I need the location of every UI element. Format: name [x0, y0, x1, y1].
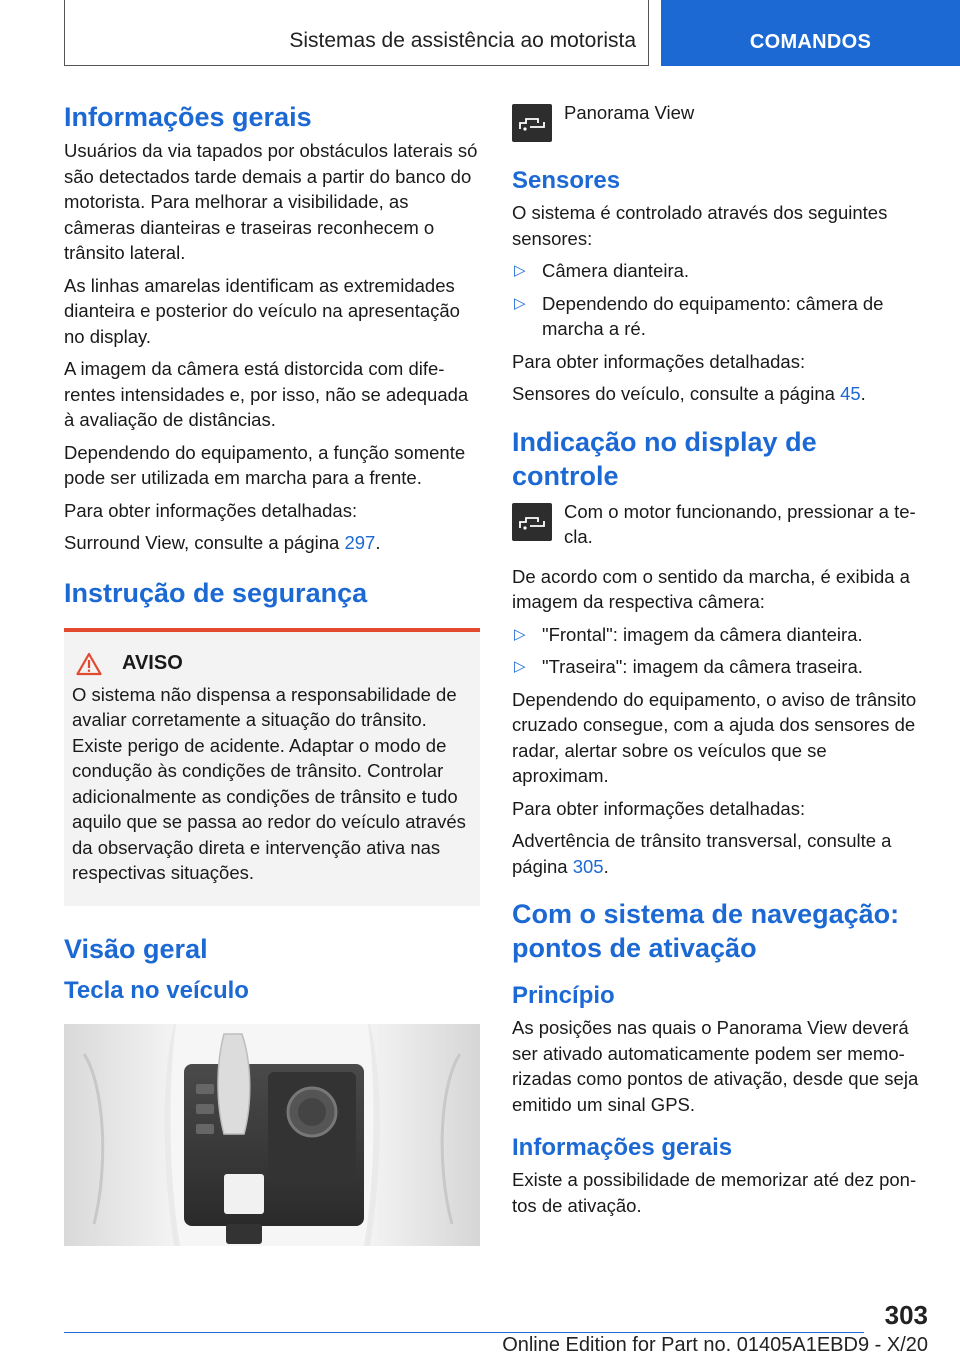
- heading-general-info: Informações gerais: [512, 1134, 733, 1161]
- section-title-box: [64, 0, 649, 66]
- list-item: ▷ Dependendo do equipamento: câmera de marcha a ré.: [514, 292, 884, 339]
- paragraph: O sistema é controlado através dos seguintes sensores:: [512, 202, 888, 249]
- heading-key: Tecla no veículo: [64, 976, 249, 1004]
- paragraph: Dependendo do equipamento, a função somente pode ser utilizada em marcha para a frente.: [64, 441, 466, 488]
- list-item: ▷ Câmera dianteira.: [512, 258, 928, 284]
- panorama-key-row: [512, 100, 928, 142]
- paragraph-ref: Advertência de trânsito transversal, consulte a página 305.: [512, 830, 892, 877]
- sensor-list: [512, 258, 928, 342]
- heading-principle: Princípio: [512, 982, 615, 1009]
- warning-triangle-icon: [76, 652, 102, 676]
- list-item: ▷ "Frontal": imagem da câmera dianteira.: [512, 622, 928, 648]
- section-title: Sistemas de assistência ao motorista: [289, 29, 636, 52]
- paragraph: As posições nas quais o Panorama View deverá ser ativado automaticamente podem ser memorizadas como pontos de ativação, desde que seja emitido um sinal GPS.: [512, 1017, 919, 1115]
- paragraph: Existe a possibilidade de memorizar até dez pontos de ativação.: [512, 1169, 917, 1216]
- paragraph: Para obter informações detalhadas:: [512, 797, 806, 819]
- chapter-tab-label: COMANDOS: [749, 31, 872, 53]
- bullet-triangle-icon: ▷: [514, 294, 526, 312]
- paragraph-ref: Surround View, consulte a página 297.: [64, 532, 381, 553]
- page-link-297[interactable]: 297: [344, 532, 376, 553]
- page-link-305[interactable]: 305: [572, 855, 604, 877]
- paragraph: As linhas amarelas identificam as extremidades dianteira e posterior do veículo na apresentação no display.: [64, 274, 460, 347]
- list-item: ▷ "Traseira": imagem da câmera traseira.: [512, 654, 928, 680]
- heading-navigation: Com o sistema de navegação: pontos de ativação: [512, 899, 900, 963]
- paragraph-ref: Sensores do veículo, consulte a página 45.: [512, 383, 866, 404]
- left-column: [64, 100, 480, 1251]
- paragraph: A imagem da câmera está distorcida com diferentes intensidades e, por isso, não se adequada à avaliação de distâncias.: [64, 358, 469, 430]
- paragraph: De acordo com o sentido da marcha, é exibida a imagem da respectiva câmera:: [512, 565, 910, 612]
- paragraph: Para obter informações detalhadas:: [512, 350, 806, 372]
- display-key-row: [512, 499, 928, 550]
- warning-box: [64, 628, 480, 906]
- panorama-view-key-icon[interactable]: [512, 503, 552, 541]
- heading-sensors: Sensores: [512, 167, 621, 194]
- warning-header: [72, 652, 472, 676]
- heading-safety: Instrução de segurança: [64, 577, 368, 608]
- chapter-tab[interactable]: [661, 0, 960, 66]
- right-column: [512, 100, 928, 1225]
- camera-list: [512, 622, 928, 680]
- footer-divider: [64, 1332, 864, 1333]
- bullet-triangle-icon: ▷: [514, 658, 526, 675]
- warning-title: AVISO: [122, 652, 183, 674]
- display-key-text: Com o motor funcionando, pressionar a tecla.: [564, 500, 916, 547]
- paragraph: Usuários da via tapados por obstáculos laterais só são detectados tarde demais a partir do banco do motorista. Para melhorar a visibilidade, as câmeras dianteiras e traseiras reconhecem o trânsito lateral.: [64, 140, 478, 263]
- panorama-key-label: Panorama View: [564, 102, 695, 123]
- camera-car-icon: [517, 512, 547, 532]
- heading-display: Indicação no display de controle: [512, 426, 817, 491]
- page-header: [0, 0, 960, 66]
- warning-text: O sistema não dispensa a responsabilidade de avaliar corretamente a situação do trânsito. Existe perigo de acidente. Adaptar o modo de condução às condições de trânsito. Controlar adicionalmente as condições de trânsito e tudo aquilo que se passa ao redor do veículo através da observação direta e intervenção ativa nas respectivas situações.: [72, 683, 466, 883]
- center-console-photo: [64, 1024, 480, 1246]
- page-link-45[interactable]: 45: [840, 383, 861, 404]
- footer-edition: Online Edition for Part no. 01405A1EBD9 - X/20: [502, 1334, 928, 1356]
- bullet-triangle-icon: ▷: [514, 625, 526, 643]
- paragraph: Para obter informações detalhadas:: [64, 499, 358, 521]
- panorama-view-key-icon[interactable]: [512, 104, 552, 142]
- camera-car-icon: [517, 113, 547, 133]
- paragraph: Dependendo do equipamento, o aviso de trânsito cruzado consegue, com a ajuda dos sensores de radar, alertar sobre os veículos que se aproximam.: [512, 688, 917, 786]
- page-number: 303: [884, 1300, 928, 1330]
- heading-overview: Visão geral: [64, 933, 208, 964]
- heading-info: Informações gerais: [64, 102, 312, 132]
- bullet-triangle-icon: ▷: [514, 262, 526, 279]
